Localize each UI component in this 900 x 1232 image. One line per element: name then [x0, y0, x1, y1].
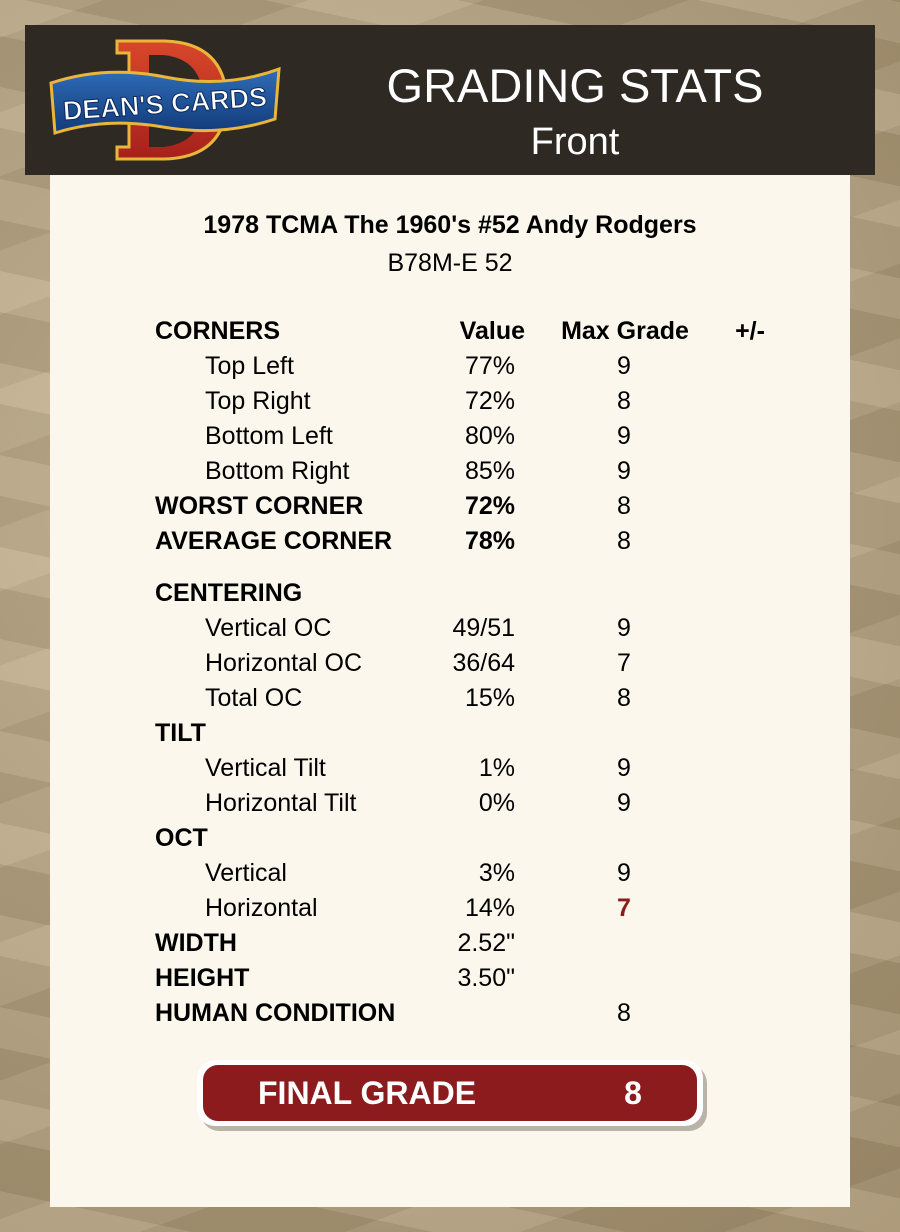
stat-value: 78% [464, 527, 515, 555]
stat-max-grade: 9 [617, 457, 631, 485]
section-row-tilt [0, 716, 900, 750]
stat-row-top-right [0, 384, 900, 418]
stat-row-oct-horizontal [0, 891, 900, 925]
stat-value: 1% [478, 754, 515, 782]
svg-text:DEAN'S CARDS: DEAN'S CARDS [61, 81, 268, 127]
card-name: 1978 TCMA The 1960's #52 Andy Rodgers [203, 211, 697, 239]
deans-cards-logo [45, 35, 285, 165]
stat-max-grade: 8 [617, 527, 631, 555]
stat-value: 77% [464, 352, 515, 380]
stat-label: Bottom Right [205, 457, 350, 485]
stat-row-human-condition [0, 996, 900, 1030]
section-label-corners: CORNERS [155, 317, 281, 345]
column-header-value: Value [459, 317, 525, 345]
section-label-oct: OCT [155, 824, 208, 852]
stat-label: Top Right [205, 387, 311, 415]
stat-label: Vertical Tilt [205, 754, 326, 782]
stat-label: Horizontal [205, 894, 318, 922]
stat-max-grade: 9 [617, 754, 631, 782]
stat-value: 85% [464, 457, 515, 485]
stat-label: Bottom Left [205, 422, 333, 450]
section-row-oct [0, 821, 900, 855]
final-grade-value: 8 [624, 1075, 642, 1111]
stat-max-grade: 8 [617, 492, 631, 520]
stat-row-vertical-tilt [0, 751, 900, 785]
stat-value: 15% [464, 684, 515, 712]
stat-row-width [0, 926, 900, 960]
stat-value: 3% [478, 859, 515, 887]
stat-row-bottom-left [0, 419, 900, 453]
stat-value: 72% [464, 492, 515, 520]
column-header-plus-minus: +/- [735, 317, 765, 345]
section-row-centering [0, 576, 900, 610]
stat-row-top-left [0, 349, 900, 383]
column-header-max-grade: Max Grade [561, 317, 689, 345]
stat-label: Vertical OC [205, 614, 332, 642]
stat-label: AVERAGE CORNER [155, 527, 393, 555]
stat-value: 14% [464, 894, 515, 922]
stat-max-grade: 9 [617, 614, 631, 642]
stat-max-grade: 9 [617, 789, 631, 817]
final-grade-banner [203, 1065, 697, 1121]
stat-max-grade: 8 [617, 387, 631, 415]
stat-label: HEIGHT [155, 964, 250, 992]
stat-max-grade: 7 [617, 649, 631, 677]
stat-value: 49/51 [452, 614, 515, 642]
stat-label: WORST CORNER [155, 492, 364, 520]
stat-value: 2.52" [457, 929, 515, 957]
stat-row-horizontal-tilt [0, 786, 900, 820]
stat-max-grade: 9 [617, 422, 631, 450]
stat-max-grade: 9 [617, 352, 631, 380]
stat-label: Horizontal OC [205, 649, 362, 677]
card-code: B78M-E 52 [387, 249, 513, 277]
stat-row-height [0, 961, 900, 995]
stat-label: HUMAN CONDITION [155, 999, 396, 1027]
stat-row-oct-vertical [0, 856, 900, 890]
stat-value: 80% [464, 422, 515, 450]
header-bar [25, 25, 875, 175]
stat-row-total-oc [0, 681, 900, 715]
section-label-tilt: TILT [155, 719, 206, 747]
stat-row-vertical-oc [0, 611, 900, 645]
page-subtitle: Front [530, 121, 620, 163]
stat-max-grade-flagged: 7 [617, 894, 631, 922]
stat-value: 72% [464, 387, 515, 415]
stat-label: Top Left [205, 352, 294, 380]
corners-header-row [0, 314, 900, 348]
stat-label: Vertical [205, 859, 287, 887]
section-label-centering: CENTERING [155, 579, 303, 607]
stat-row-bottom-right [0, 454, 900, 488]
stat-value: 36/64 [452, 649, 515, 677]
stat-max-grade: 8 [617, 999, 631, 1027]
stat-max-grade: 9 [617, 859, 631, 887]
stat-value: 0% [478, 789, 515, 817]
stat-label: Horizontal Tilt [205, 789, 357, 817]
stat-row-worst-corner [0, 489, 900, 523]
stat-label: Total OC [205, 684, 303, 712]
stat-label: WIDTH [155, 929, 237, 957]
final-grade-label: FINAL GRADE [258, 1075, 477, 1111]
stat-row-average-corner [0, 524, 900, 558]
stat-max-grade: 8 [617, 684, 631, 712]
stat-value: 3.50" [457, 964, 515, 992]
stat-row-horizontal-oc [0, 646, 900, 680]
page-title: GRADING STATS [386, 59, 764, 112]
